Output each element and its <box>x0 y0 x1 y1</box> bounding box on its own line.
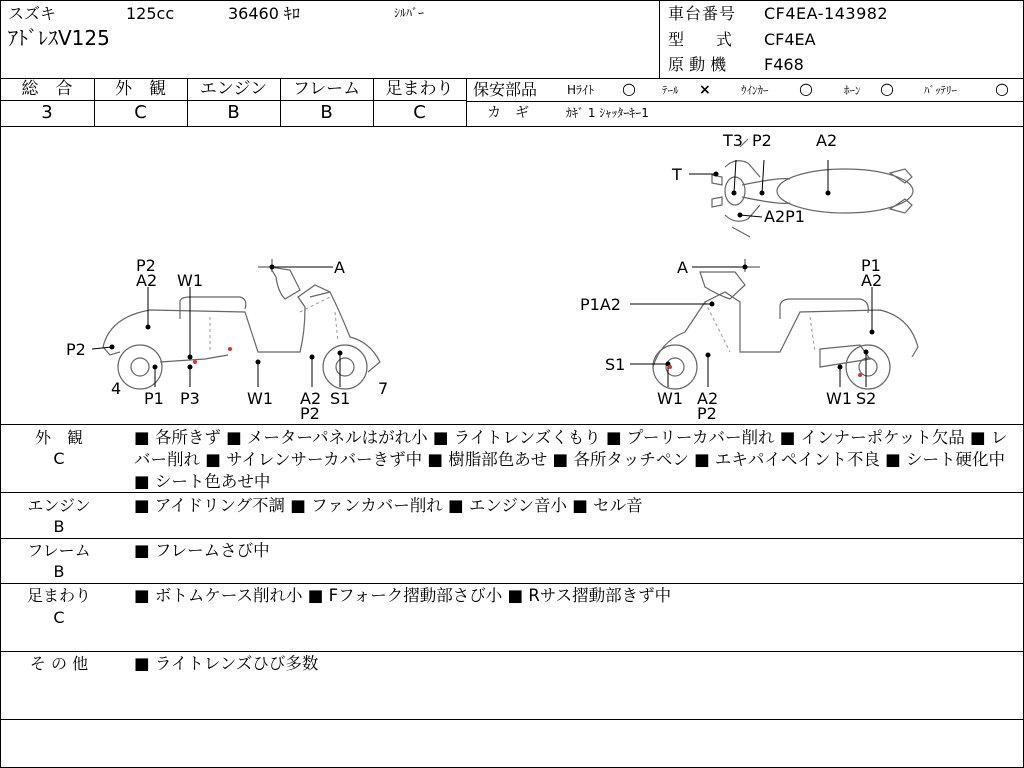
grade-suspension: C <box>413 102 426 123</box>
label-left-p3: P3 <box>180 389 200 408</box>
label-right-s2: S2 <box>856 389 877 408</box>
remark-engine-label: エンジン <box>27 496 91 515</box>
label-right-s1: S1 <box>605 355 626 374</box>
label-left-p2-side: P2 <box>66 340 86 359</box>
safety-mark-horn: ○ <box>880 79 894 98</box>
label-right-w1: W1 <box>657 389 683 408</box>
grade-header-engine: エンジン <box>199 79 268 99</box>
label-right-p1: P1 <box>861 256 881 275</box>
label-top-p2: P2 <box>752 131 772 150</box>
remark-other-text: ■ ライトレンズひび多数 <box>134 654 319 673</box>
grade-engine: B <box>227 102 240 123</box>
label-top-t: T <box>672 165 682 184</box>
grade-header-frame: フレーム <box>292 79 361 99</box>
label-right-w1-rear: W1 <box>826 389 852 408</box>
remark-exterior-grade: C <box>53 449 65 468</box>
type-label: 型 式 <box>668 30 733 49</box>
safety-mark-battery: ○ <box>995 79 1009 98</box>
label-left-7: 7 <box>378 379 389 398</box>
safety-item-winker: ｳｲﾝｶｰ <box>741 84 769 97</box>
grade-header-exterior: 外 観 <box>115 79 166 99</box>
label-left-p1: P1 <box>144 389 164 408</box>
remark-exterior-text: ■ 各所きず ■ メーターパネルはがれ小 ■ ライトレンズくもり ■ プーリーカバー削れ ■ インナーポケット欠品 ■ レバー削れ ■ サイレンサーカバーきず中 ■ 樹脂部色あせ ■ 各所タッチペン ■ エキパイペイント不良 ■ シート硬化中 ■ シート色あせ中 <box>134 428 1008 491</box>
remark-frame-grade: B <box>53 562 65 581</box>
safety-item-headlight: Hﾗｲﾄ <box>567 83 595 97</box>
safety-item-horn: ﾎｰﾝ <box>844 84 861 97</box>
safety-mark-headlight: ○ <box>622 79 636 98</box>
frame-no-label: 車台番号 <box>668 4 737 23</box>
label-left-w1-top: W1 <box>177 271 203 290</box>
safety-mark-winker: ○ <box>799 79 813 98</box>
label-right-a2-bottom: A2 <box>697 389 719 408</box>
remark-frame-text: ■ フレームさび中 <box>134 541 270 560</box>
key-value: ｶｷﾞ 1 ｼｬｯﾀｰｷｰ1 <box>566 106 649 120</box>
label-left-a2-top: A2 <box>136 271 158 290</box>
grade-header-overall: 総 合 <box>21 79 73 99</box>
safety-item-tail: ﾃｰﾙ <box>662 84 679 97</box>
engine-label: 原 動 機 <box>668 55 727 74</box>
grade-header-suspension: 足まわり <box>385 79 454 99</box>
label-left-s1: S1 <box>330 389 351 408</box>
label-top-t3: T3 <box>723 131 743 150</box>
engine-value: F468 <box>764 55 804 74</box>
type-value: CF4EA <box>764 30 816 49</box>
grade-exterior: C <box>134 102 147 123</box>
label-left-a2: A2 <box>300 389 322 408</box>
remark-suspension-grade: C <box>53 608 65 627</box>
label-right-p2: P2 <box>697 404 717 423</box>
remark-exterior-label: 外 観 <box>34 428 83 447</box>
remark-suspension-label: 足まわり <box>26 586 91 605</box>
remark-engine-grade: B <box>53 517 65 536</box>
safety-mark-tail: × <box>699 82 711 98</box>
label-left-p2: P2 <box>300 404 320 423</box>
safety-label: 保安部品 <box>473 80 538 99</box>
mileage: 36460 ｷﾛ <box>228 4 300 23</box>
displacement: 125cc <box>126 4 175 23</box>
remark-engine-text: ■ アイドリング不調 ■ ファンカバー削れ ■ エンジン音小 ■ セル音 <box>134 496 643 515</box>
grade-overall: 3 <box>41 102 53 123</box>
label-left-a: A <box>334 258 345 277</box>
label-right-p1a2: P1A2 <box>580 295 621 314</box>
label-left-p2-top: P2 <box>136 256 156 275</box>
model-name: ｱﾄﾞﾚｽV125 <box>8 26 110 50</box>
grade-frame: B <box>320 102 333 123</box>
label-top-a2: A2 <box>816 131 838 150</box>
label-left-4: 4 <box>111 379 122 398</box>
key-label: カ ギ <box>487 105 529 121</box>
label-left-w1: W1 <box>247 389 273 408</box>
color: ｼﾙﾊﾞｰ <box>394 6 425 20</box>
remark-other-label: そ の 他 <box>29 654 89 673</box>
maker: スズキ <box>8 4 57 23</box>
safety-item-battery: ﾊﾞｯﾃﾘｰ <box>924 84 957 97</box>
remark-suspension-text: ■ ボトムケース削れ小 ■ Fフォーク摺動部さび小 ■ Rサス摺動部きず中 <box>134 586 672 605</box>
label-top-a2p1: A2P1 <box>764 207 805 226</box>
scooter-top-view <box>712 139 913 237</box>
label-right-a2: A2 <box>861 271 883 290</box>
label-right-a: A <box>677 258 688 277</box>
remark-frame-label: フレーム <box>27 541 91 560</box>
frame-no: CF4EA-143982 <box>764 4 889 23</box>
